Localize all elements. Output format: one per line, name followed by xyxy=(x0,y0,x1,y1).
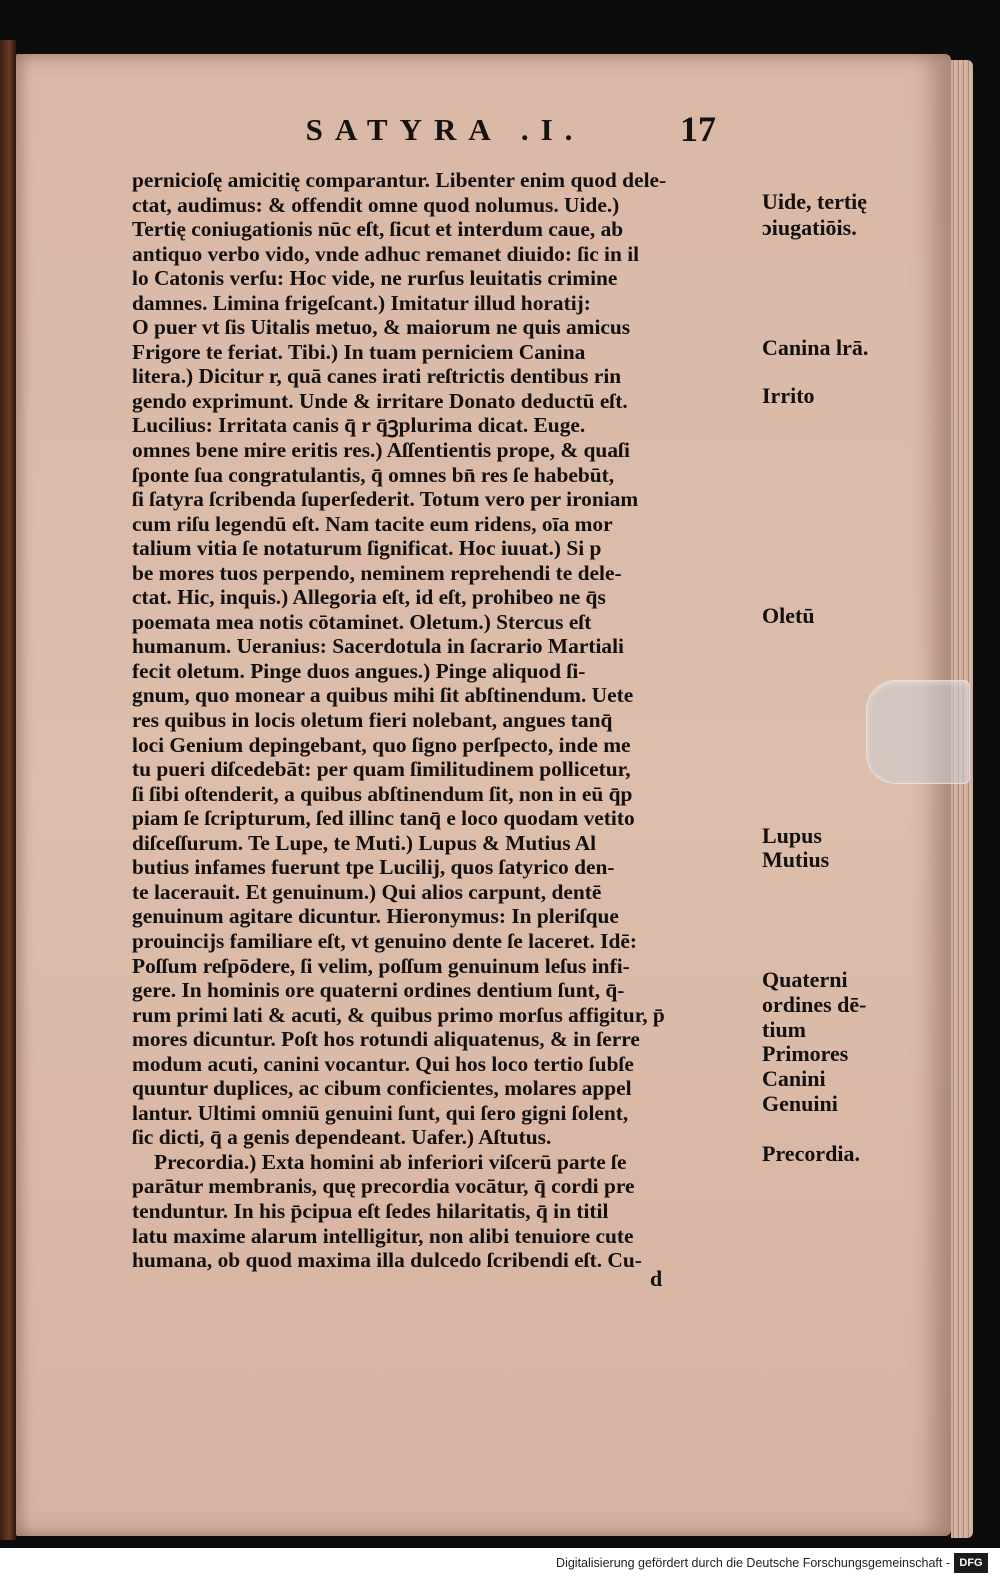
text-line: te lacerauit. Et genuinum.) Qui alios carpunt, dentē xyxy=(132,879,602,904)
running-head: SATYRA .I. xyxy=(305,112,585,147)
dfg-logo: DFG xyxy=(954,1553,988,1573)
marginal-note-quaterni: Quaterni xyxy=(762,967,848,992)
text-line: ſi ſatyra ſcribenda ſuperſederit. Totum vero per ironiam xyxy=(132,487,639,512)
text-line: cum riſu legendū eſt. Nam tacite eum ridens, oīa mor xyxy=(132,511,613,536)
text-line: tenduntur. In his p̄cipua eſt ſedes hilaritatis, q̄ in titil xyxy=(132,1198,609,1223)
text-line: lantur. Ultimi omniū genuini ſunt, qui ſero gigni ſolent, xyxy=(132,1100,629,1125)
text-line: gendo exprimunt. Unde & irritare Donato deductū eſt. xyxy=(132,388,628,413)
text-line: Lucilius: Irritata canis q̄ r q̄ꝫplurima dicat. Euge. xyxy=(132,413,586,438)
marginal-note-oletum: Oletū xyxy=(762,603,815,628)
text-line: antiquo verbo vido, vnde adhuc remanet diuido: ſic in il xyxy=(132,241,640,266)
text-line: Precordia.) Exta homini ab inferiori viſcerū parte ſe xyxy=(154,1149,627,1174)
text-line: loci Genium depingebant, quo ſigno perſpecto, inde me xyxy=(132,732,631,757)
marginal-note-precordia: Precordia. xyxy=(762,1141,860,1166)
marginal-note-genuini: Genuini xyxy=(762,1091,838,1116)
text-line: diſceſſurum. Te Lupe, te Muti.) Lupus & Mutius Al xyxy=(132,830,597,855)
signature-mark: d xyxy=(650,1266,663,1291)
text-line: rum primi lati & acuti, & quibus primo morſus affigitur, p̄ xyxy=(132,1002,665,1027)
marginal-note-irrito: Irrito xyxy=(762,383,815,408)
text-line: quuntur duplices, ac cibum conficientes, molares appel xyxy=(132,1076,632,1101)
text-line: poemata mea notis cōtaminet. Oletum.) Stercus eſt xyxy=(132,609,592,634)
text-line: be mores tuos perpendo, neminem reprehendi te dele- xyxy=(132,560,622,585)
text-line: prouincijs familiare eſt, vt genuino dente ſe laceret. Idē: xyxy=(132,928,637,953)
text-line: omnes bene mire eritis res.) Aſſentientis prope, & quaſi xyxy=(132,438,630,463)
text-line: gnum, quo monear a quibus mihi ſit abſtinendum. Uete xyxy=(132,683,634,708)
text-line: lo Catonis verſu: Hoc vide, ne rurſus leuitatis crimine xyxy=(132,266,618,291)
text-line: parātur membranis, quę precordia vocātur, q̄ cordi pre xyxy=(132,1174,635,1199)
marginal-note-canini: Canini xyxy=(762,1066,826,1091)
text-line: piam ſe ſcripturum, ſed illinc tanq̄ e loco quodam vetito xyxy=(132,806,635,831)
text-line: modum acuti, canini vocantur. Qui hos loco tertio ſubſe xyxy=(132,1051,634,1076)
marginal-note-lupus: Lupus xyxy=(762,823,822,848)
text-line: res quibus in locis oletum fieri nolebant, angues tanq̄ xyxy=(132,708,613,733)
text-line: humanum. Ueranius: Sacerdotula in ſacrario Martiali xyxy=(132,634,624,659)
text-line: ſponte ſua congratulantis, q̄ omnes bn̄ res ſe habebūt, xyxy=(132,462,615,487)
text-line: butius infames fuerunt tpe Lucilij, quos ſatyrico den- xyxy=(132,855,615,880)
marginal-note-ordines: ordines dē- xyxy=(762,992,867,1017)
page-clip-marker xyxy=(866,680,970,784)
text-line: humana, ob quod maxima illa dulcedo ſcribendi eſt. Cu- xyxy=(132,1248,642,1273)
book-binding-edge xyxy=(0,40,16,1540)
marginal-note-canina: Canina lrā. xyxy=(762,335,869,360)
text-line: mores dicuntur. Poſt hos rotundi aliquatenus, & in ſerre xyxy=(132,1027,640,1052)
text-line: talium vitia ſe notaturum ſignificat. Hoc iuuat.) Si p xyxy=(132,536,602,561)
marginal-note-vide-cont: ɔiugatiōis. xyxy=(762,215,857,240)
text-line: Poſſum reſpōdere, ſi velim, poſſum genuinum leſus infi- xyxy=(132,953,630,978)
body-text xyxy=(132,168,752,1273)
text-line: damnes. Limina frigeſcant.) Imitatur illud horatij: xyxy=(132,290,591,315)
page-edges xyxy=(951,60,973,1538)
text-line: pernicioſę amicitię comparantur. Libenter enim quod dele- xyxy=(132,168,667,192)
text-line: ctat. Hic, inquis.) Allegoria eſt, id eſt, prohibeo ne q̄s xyxy=(132,585,606,610)
text-line: ctat, audimus: & offendit omne quod nolumus. Uide.) xyxy=(132,192,620,217)
text-line: litera.) Dicitur r, quā canes irati reſtrictis dentibus rin xyxy=(132,364,622,389)
marginal-note-vide: Uide, tertię xyxy=(762,189,868,214)
text-line: genuinum agitare dicuntur. Hieronymus: In pleriſque xyxy=(132,904,619,929)
marginal-note-primores: Primores xyxy=(762,1041,849,1066)
text-line: ſic dicti, q̄ a genis dependeant. Uafer.) Aſtutus. xyxy=(132,1125,552,1150)
text-line: ſi ſibi oſtenderit, a quibus abſtinendum ſit, non in eū q̄p xyxy=(132,781,633,806)
text-line: O puer vt ſis Uitalis metuo, & maiorum ne quis amicus xyxy=(132,315,631,340)
text-line: Frigore te feriat. Tibi.) In tuam perniciem Canina xyxy=(132,339,586,364)
funding-credit: Digitalisierung gefördert durch die Deutsche Forschungsgemeinschaft - xyxy=(556,1556,950,1570)
text-line: fecit oletum. Pinge duos angues.) Pinge aliquod ſi- xyxy=(132,658,586,683)
text-line: latu maxime alarum intelligitur, non alibi tenuiore cute xyxy=(132,1223,634,1248)
folio-number: 17 xyxy=(680,109,716,149)
marginal-note-mutius: Mutius xyxy=(762,847,830,872)
text-line: gere. In hominis ore quaterni ordines dentium ſunt, q̄- xyxy=(132,978,625,1003)
marginal-note-tium: tium xyxy=(762,1017,806,1042)
text-line: tu pueri diſcedebāt: per quam ſimilitudinem pollicetur, xyxy=(132,757,631,782)
text-line: Tertię coniugationis nūc eſt, ſicut et interdum caue, ab xyxy=(132,217,624,242)
